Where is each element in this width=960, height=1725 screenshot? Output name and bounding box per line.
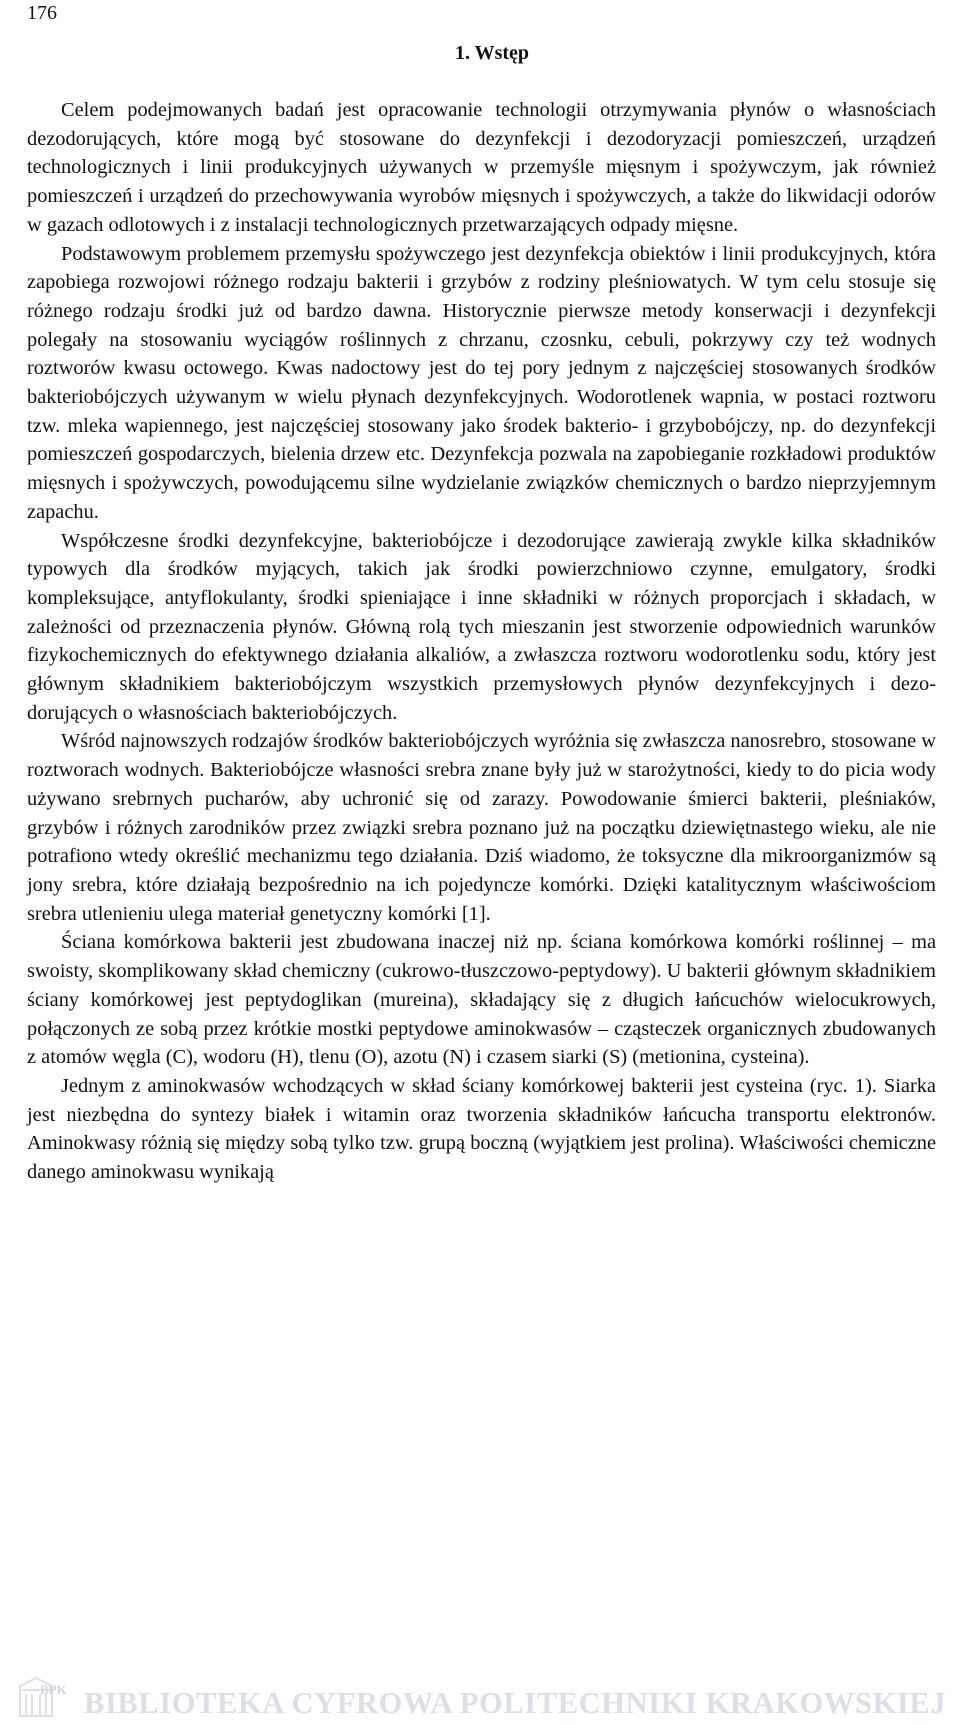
paragraph: Celem podejmowanych badań jest opracowanie technologii otrzymywania płynów o własnościach dezodorujących, które mogą być stosowane do dezynfekcji i dezodoryzacji pomieszczeń, urządzeń technologicznych i linii produkcyjnych używanych w przemyśle mięsnym i spożywczym, jak również pomieszczeń i urządzeń do przechowywania wyrobów mięsnych i spożywczych, a także do likwidacji odorów w gazach odlotowych i z instalacji technologicznych przetwarzających odpady mięsne. [27,99,936,236]
paragraph: Ściana komórkowa bakterii jest zbudowana inaczej niż np. ściana komórkowa komórki roślinnej – ma swoisty, skomplikowany skład chemiczny (cukrowo-tłuszczowo-peptydowy). U bakterii głównym składnikiem ściany komórkowej jest peptydoglikan (mureina), składający się z długich łańcuchów wielocukrowych, połączonych ze sobą przez krótkie mostki peptydowe aminokwasów – cząsteczek organicznych zbudowanych z atomów węgla (C), wodoru (H), tlenu (O), azotu (N) i czasem siarki (S) (metionina, cysteina). [27,931,936,1069]
section-heading: 1. Wstęp [454,42,530,64]
paragraph: Podstawowym problemem przemysłu spożywczego jest dezynfekcja obiektów i linii produkcyjnych, która zapobiega rozwojowi różnego rodzaju bakterii i grzybów z rodziny pleśniowatych. W tym celu stosuje się różnego rodzaju środki już od bardzo dawna. Historycznie pierwsze metody konserwacji i dezynfekcji polegały na stosowaniu wyciągów roślinnych z chrzanu, czosnku, cebuli, pokrzywy czy też wodnych roztworów kwasu octowego. Kwas nadoctowy jest do tej pory jednym z najczęściej stosowanych środków bakteriobójczych używanym w wielu płynach dezynfekcyjnych. Wodorotlenek wapnia, w postaci roztworu tzw. mleka wapiennego, jest najczęściej stosowany jako środek bakterio- i grzybobójczy, np. do dezynfekcji pomieszczeń gospodarczych, bielenia drzew etc. Dezynfekcja pozwala na zapobieganie rozkładowi produktów mięsnych i spożywczych, powodującemu silne wydzielanie związków chemicznych o bardzo nieprzyjemnym zapachu. [27,242,936,523]
library-watermark-footer [0,1672,960,1725]
paragraph: Wśród najnowszych rodzajów środków bakteriobójczych wyróżnia się zwłaszcza nanosrebro, stosowane w roztworach wodnych. Bakteriobójcze własności srebra znane były już w starożytności, kiedy to do picia wody używano srebrnych pucharów, aby uchronić się od zarazy. Powodowanie śmierci bakterii, pleśniaków, grzybów i różnych zarodników przez związki srebra poznano już na początku dziewiętnastego wieku, ale nie potrafiono wtedy określić mechanizmu tego działania. Dziś wiadomo, że toksyczne dla mikroorganizmów są jony srebra, które działają bezpośrednio na ich pojedyncze komórki. Dzięki katalitycznym właściwościom srebra utlenieniu ulega materiał genetyczny komórki [1]. [27,730,936,925]
svg-text:BPK: BPK [40,1682,67,1697]
paragraph: Współczesne środki dezynfekcyjne, bakteriobójcze i dezodorujące zawierają zwykle kilka składników typowych dla środków myjących, takich jak środki powierzchniowo czynne, emulgatory, środki kompleksujące, antyflokulanty, środki spieniające i inne składniki w różnych proporcjach i składach, w zależności od przeznaczenia płynów. Główną rolą tych mieszanin jest stworzenie odpowiednich warunków fizykochemicznych do efektywnego działania alkaliów, a zwłaszcza roztworu wodorotlenku sodu, który jest głównym składnikiem bakteriobójczym wszystkich przemysłowych płynów dezynfekcyjnych i dezodorujących o własnościach bakteriobójczych. [27,529,936,724]
library-name: BIBLIOTEKA CYFROWA POLITECHNIKI KRAKOWSKIEJ [84,1686,947,1720]
body-text [27,96,936,1187]
paragraph: Jednym z aminokwasów wchodzących w skład ściany komórkowej bakterii jest cysteina (ryc. 1). Siarka jest niezbędna do syntezy białek i witamin oraz tworzenia składników łańcucha transportu elektronów. Aminokwasy różnią się między sobą tylko tzw. grupą boczną (wyjątkiem jest prolina). Właściwości chemiczne danego aminokwasu wynikają [27,1074,936,1184]
library-logo-icon [14,1672,78,1722]
page-number: 176 [27,2,57,24]
